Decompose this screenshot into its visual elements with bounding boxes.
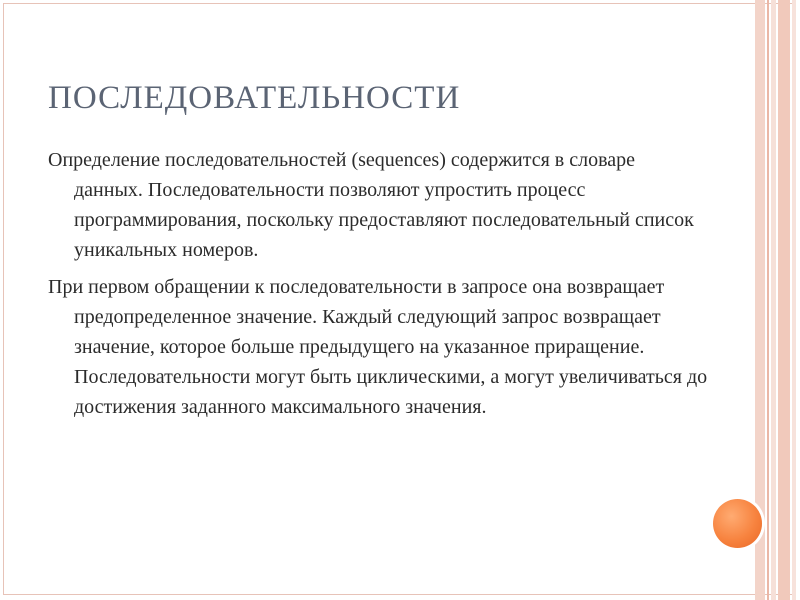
- decorative-stripe: [792, 0, 796, 600]
- body-paragraph: При первом обращении к последовательности в запросе она возвращает предопределенное значение. Каждый следующий запрос возвращает значение, которое больше предыдущего на указанное приращение. Последовательности могут быть циклическими, а могут увеличиваться до достижения заданного максимального значения.: [48, 276, 708, 418]
- slide-body: [48, 145, 708, 429]
- decorative-stripe: [771, 0, 776, 600]
- orange-circle-decoration: [713, 499, 762, 548]
- body-paragraph: Определение последовательностей (sequences) содержится в словаре данных. Последовательности позволяют упростить процесс программирования, поскольку предоставляют последовательный список уникальных номеров.: [48, 149, 694, 261]
- decorative-stripe: [778, 0, 790, 600]
- slide-title: ПОСЛЕДОВАТЕЛЬНОСТИ: [48, 80, 461, 116]
- decorative-stripe: [767, 0, 769, 600]
